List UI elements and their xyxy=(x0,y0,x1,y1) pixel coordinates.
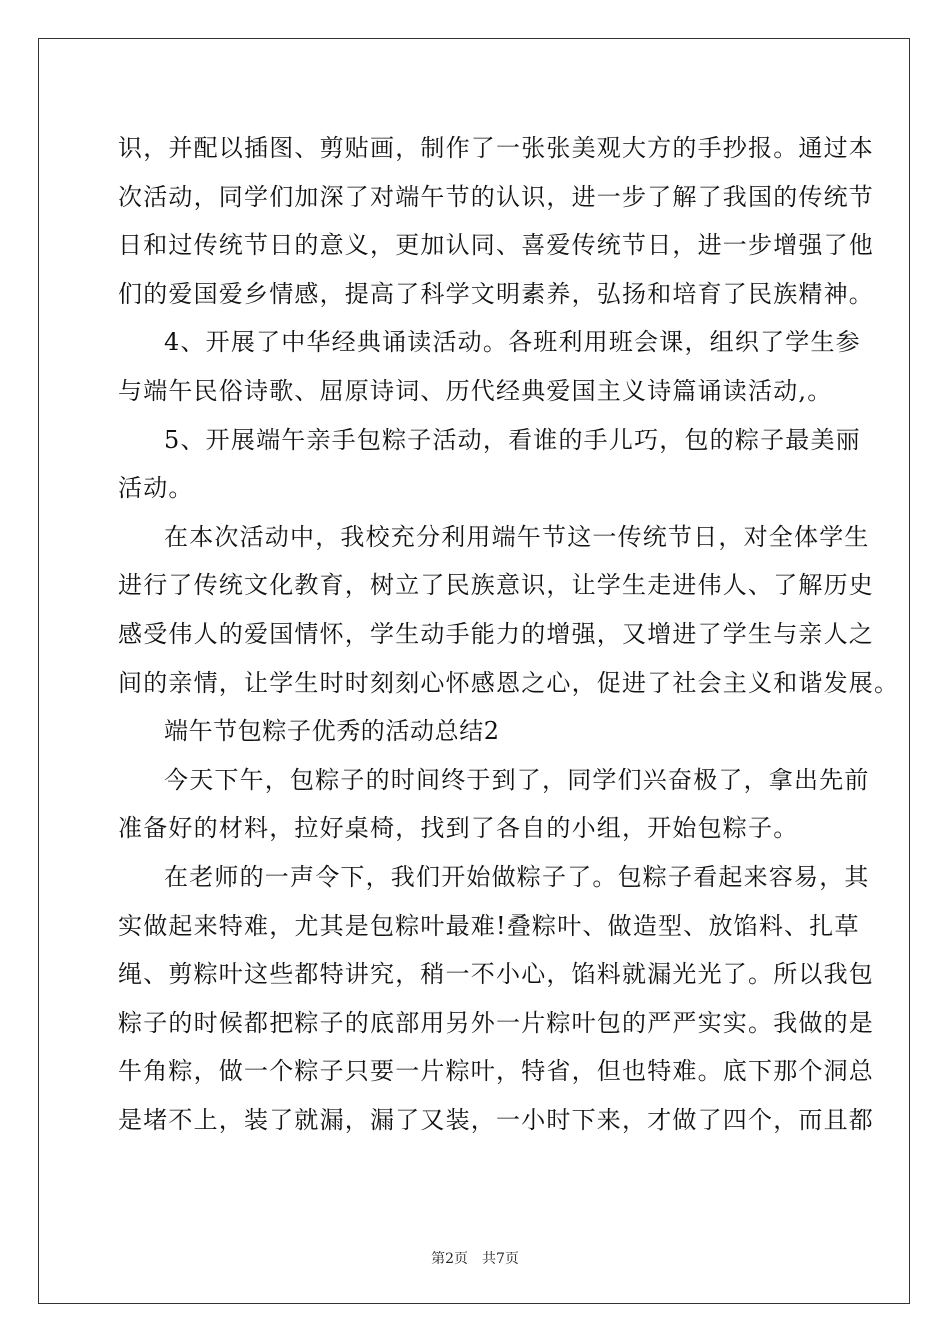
text-line: 进行了传统文化教育，树立了民族意识，让学生走进伟人、了解历史 xyxy=(118,571,874,600)
text-line: 识，并配以插图、剪贴画，制作了一张张美观大方的手抄报。通过本 xyxy=(118,134,874,162)
page-number-current: 第2页 xyxy=(431,1251,468,1267)
text-line: 绳、剪粽叶这些都特讲究，稍一不小心，馅料就漏光光了。所以我包 xyxy=(118,960,874,989)
text-line: 与端午民俗诗歌、屈原诗词、历代经典爱国主义诗篇诵读活动,。 xyxy=(118,376,833,405)
page-number-total: 共7页 xyxy=(482,1251,519,1267)
paragraph-first-line: 5、开展端午亲手包粽子活动，看谁的手儿巧，包的粽子最美丽 xyxy=(164,425,861,454)
page-footer xyxy=(0,1248,950,1268)
text-line: 实做起来特难，尤其是包粽叶最难!叠粽叶、做造型、放馅料、扎草 xyxy=(118,911,860,940)
paragraph-first-line: 在本次活动中，我校充分利用端午节这一传统节日，对全体学生 xyxy=(164,522,870,551)
text-line: 牛角粽，做一个粽子只要一片粽叶，特省，但也特难。底下那个洞总 xyxy=(118,1057,874,1086)
paragraph-first-line: 今天下午，包粽子的时间终于到了，同学们兴奋极了，拿出先前 xyxy=(164,765,870,794)
text-line: 感受伟人的爱国情怀，学生动手能力的增强，又增进了学生与亲人之 xyxy=(118,619,874,648)
section-heading: 端午节包粽子优秀的活动总结2 xyxy=(164,717,500,746)
text-line: 粽子的时候都把粽子的底部用另外一片粽叶包的严严实实。我做的是 xyxy=(118,1008,874,1037)
text-line: 们的爱国爱乡情感，提高了科学文明素养，弘扬和培育了民族精神。 xyxy=(118,279,874,308)
text-line: 次活动，同学们加深了对端午节的认识，进一步了解了我国的传统节 xyxy=(118,182,874,211)
text-line: 日和过传统节日的意义，更加认同、喜爱传统节日，进一步增强了他 xyxy=(118,231,874,260)
text-line: 间的亲情，让学生时时刻刻心怀感恩之心，促进了社会主义和谐发展。 xyxy=(118,668,900,697)
paragraph-first-line: 4、开展了中华经典诵读活动。各班利用班会课，组织了学生参 xyxy=(164,328,861,357)
paragraph-first-line: 在老师的一声令下，我们开始做粽子了。包粽子看起来容易，其 xyxy=(164,862,870,891)
text-line: 活动。 xyxy=(118,474,194,503)
text-line: 是堵不上，装了就漏，漏了又装，一小时下来，才做了四个，而且都 xyxy=(118,1105,874,1134)
text-line: 准备好的材料，拉好桌椅，找到了各自的小组，开始包粽子。 xyxy=(118,814,799,843)
document-body xyxy=(118,128,900,1148)
